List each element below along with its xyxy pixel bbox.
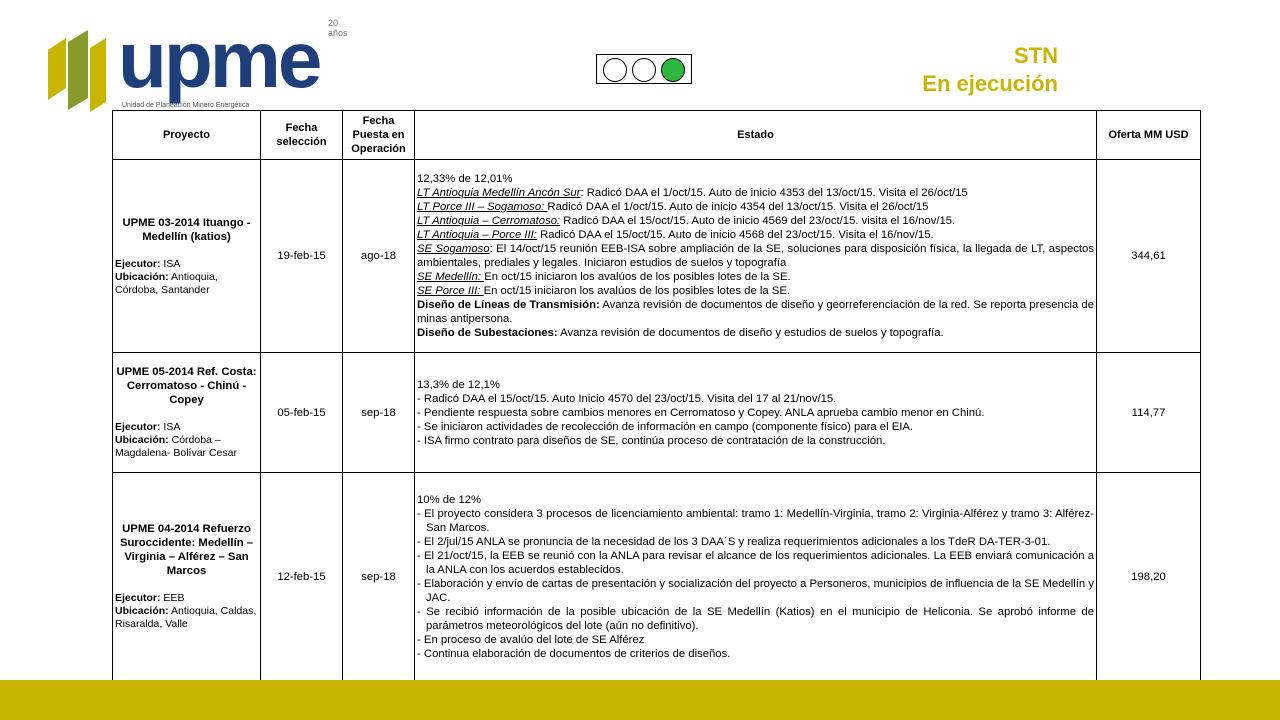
estado-item: LT Antioquia – Porce III: Radicó DAA el 15/oct/15. Auto de inicio 4568 del 23/oct/15. Visita el 16/nov/15.	[417, 229, 934, 241]
ubicacion-value: Antioquia, Caldas, Risaralda, Valle	[115, 605, 257, 630]
estado-bold-item: Diseño de Líneas de Transmisión: Avanza revisión de documentos de diseño y georreferenciación de la red. Se reporta presencia de minas antipersona.	[417, 299, 1094, 325]
estado-bullet: - Radicó DAA el 15/oct/15. Auto Inicio 4570 del 23/oct/15. Visita del 17 al 21/nov/15.	[417, 392, 837, 405]
project-meta	[115, 592, 258, 631]
estado-bullet: - Pendiente respuesta sobre cambios menores en Cerromatoso y Copey. ANLA aprueba cambio menor en Chinú.	[417, 406, 985, 419]
ubicacion-label: Ubicación:	[115, 605, 169, 617]
title-line-1: STN	[1014, 43, 1058, 68]
status-traffic-light	[596, 54, 692, 84]
table-row	[113, 160, 1201, 353]
project-cell	[113, 473, 261, 681]
fecha-operacion: sep-18	[343, 353, 415, 473]
ejecutor-label: Ejecutor:	[115, 421, 161, 433]
header-estado: Estado	[415, 111, 1097, 160]
ubicacion-value: Córdoba – Magdalena- Bolívar Cesar	[115, 434, 237, 459]
estado-bullet: - Se iniciaron actividades de recolección de información en campo (componente físico) para el EIA.	[417, 420, 914, 433]
estado-item: SE Sogamoso: El 14/oct/15 reunión EEB-ISA sobre ampliación de la SE, soluciones para disposición física, la llegada de LT, aspectos ambientales, prediales y legales. Iniciaron estudios de suelos y topografía	[417, 243, 1094, 269]
estado-item: SE Medellín: En oct/15 iniciaron los avalúos de los posibles lotes de la SE.	[417, 271, 791, 283]
project-title: UPME 03-2014 Ituango - Medellín (katios)	[122, 216, 251, 243]
logo-subtitle: Unidad de Planeación Minero Energética	[122, 102, 250, 109]
traffic-light-off-1	[603, 58, 627, 82]
estado-cell	[415, 473, 1097, 681]
estado-bullet: - En proceso de avalúo del lote de SE Alférez	[417, 633, 645, 646]
table-header-row	[113, 111, 1201, 160]
upme-logo	[44, 15, 348, 114]
ubicacion-label: Ubicación:	[115, 434, 169, 446]
upme-mark-icon	[44, 28, 114, 112]
ejecutor-label: Ejecutor:	[115, 592, 161, 604]
title-line-2: En ejecución	[922, 71, 1058, 96]
ubicacion-label: Ubicación:	[115, 270, 169, 283]
fecha-seleccion: 19-feb-15	[261, 160, 343, 353]
header-fecha-operacion: Fecha Puesta en Operación	[343, 111, 415, 160]
logo-anniversary: 20 años	[328, 18, 348, 38]
oferta: 344,61	[1097, 160, 1201, 353]
oferta: 114,77	[1097, 353, 1201, 473]
fecha-seleccion: 05-feb-15	[261, 353, 343, 473]
traffic-light-off-2	[632, 58, 656, 82]
project-cell	[113, 353, 261, 473]
header-oferta: Oferta MM USD	[1097, 111, 1201, 160]
traffic-light-green	[661, 58, 685, 82]
table-row	[113, 353, 1201, 473]
estado-bold-item: Diseño de Subestaciones: Avanza revisión de documentos de diseño y estudios de suelos y topografía.	[417, 327, 944, 339]
estado-bullet: - Continua elaboración de documentos de criterios de diseños.	[417, 647, 731, 660]
estado-cell	[415, 160, 1097, 353]
ejecutor-value: ISA	[160, 257, 181, 270]
oferta: 198,20	[1097, 473, 1201, 681]
ejecutor-label: Ejecutor:	[115, 257, 161, 270]
footer-bar	[0, 680, 1280, 720]
estado-bullet: - El 2/jul/15 ANLA se pronuncia de la necesidad de los 3 DAA´S y realiza requerimientos adicionales a los TdeR DA-TER-3-01.	[417, 535, 1051, 548]
estado-cell	[415, 353, 1097, 473]
table-row	[113, 473, 1201, 681]
ejecutor-value: EEB	[160, 592, 185, 604]
project-title: UPME 05-2014 Ref. Costa: Cerromatoso - Chinú - Copey	[116, 366, 257, 406]
avance: 12,33% de 12,01%	[417, 173, 513, 185]
header-proyecto: Proyecto	[113, 111, 261, 160]
estado-bullet: - Elaboración y envío de cartas de presentación y socialización del proyecto a Personeros, municipios de influencia de la SE Medellín y JAC.	[417, 577, 1094, 604]
estado-item: LT Antioquia – Cerromatoso: Radicó DAA el 15/oct/15. Auto de inicio 4569 del 23/oct/15. visita el 16/nov/15.	[417, 215, 956, 227]
logo-wordmark: upme	[118, 15, 320, 104]
estado-bullet: - ISA firmo contrato para diseños de SE, continúa proceso de contratación de la construcción.	[417, 434, 886, 447]
project-meta	[115, 421, 258, 460]
ubicacion-value: Antioquia, Córdoba, Santander	[115, 270, 218, 296]
estado-item: LT Porce III – Sogamoso: Radicó DAA el 1/oct/15. Auto de inicio 4354 del 13/oct/15. Visita el 26/oct/15	[417, 201, 929, 213]
estado-bullet: - Se recibió información de la posible ubicación de la SE Medellín (Katios) en el municipio de Heliconia. Se aprobó informe de parámetros meteorológicos del lote (aún no definitivo).	[417, 605, 1094, 632]
avance: 13,3% de 12,1%	[417, 378, 500, 391]
estado-bullet: - El proyecto considera 3 procesos de licenciamiento ambiental: tramo 1: Medellín-Virginia, tramo 2: Virginia-Alférez y tramo 3: Alférez-San Marcos.	[417, 507, 1094, 534]
project-title: UPME 04-2014 Refuerzo Suroccidente: Medellín – Virginia – Alférez – San Marcos	[119, 523, 254, 577]
header-fecha-seleccion: Fecha selección	[261, 111, 343, 160]
estado-item: LT Antioquia Medellín Ancón Sur: Radicó DAA el 1/oct/15. Auto de inicio 4353 del 13/oct/15. Visita el 26/oct/15	[417, 187, 968, 199]
estado-bullet: - El 21/oct/15, la EEB se reunió con la ANLA para revisar el alcance de los requerimientos adicionales. La EEB enviará comunicación a la ANLA con los acuerdos establecidos.	[417, 549, 1094, 576]
project-cell	[113, 160, 261, 353]
fecha-operacion: sep-18	[343, 473, 415, 681]
projects-table	[112, 110, 1201, 681]
page-title	[922, 42, 1058, 98]
project-meta	[115, 258, 258, 297]
avance: 10% de 12%	[417, 493, 482, 506]
estado-item: SE Porce III: En oct/15 iniciaron los avalúos de los posibles lotes de la SE.	[417, 285, 791, 297]
fecha-seleccion: 12-feb-15	[261, 473, 343, 681]
fecha-operacion: ago-18	[343, 160, 415, 353]
ejecutor-value: ISA	[160, 421, 181, 433]
